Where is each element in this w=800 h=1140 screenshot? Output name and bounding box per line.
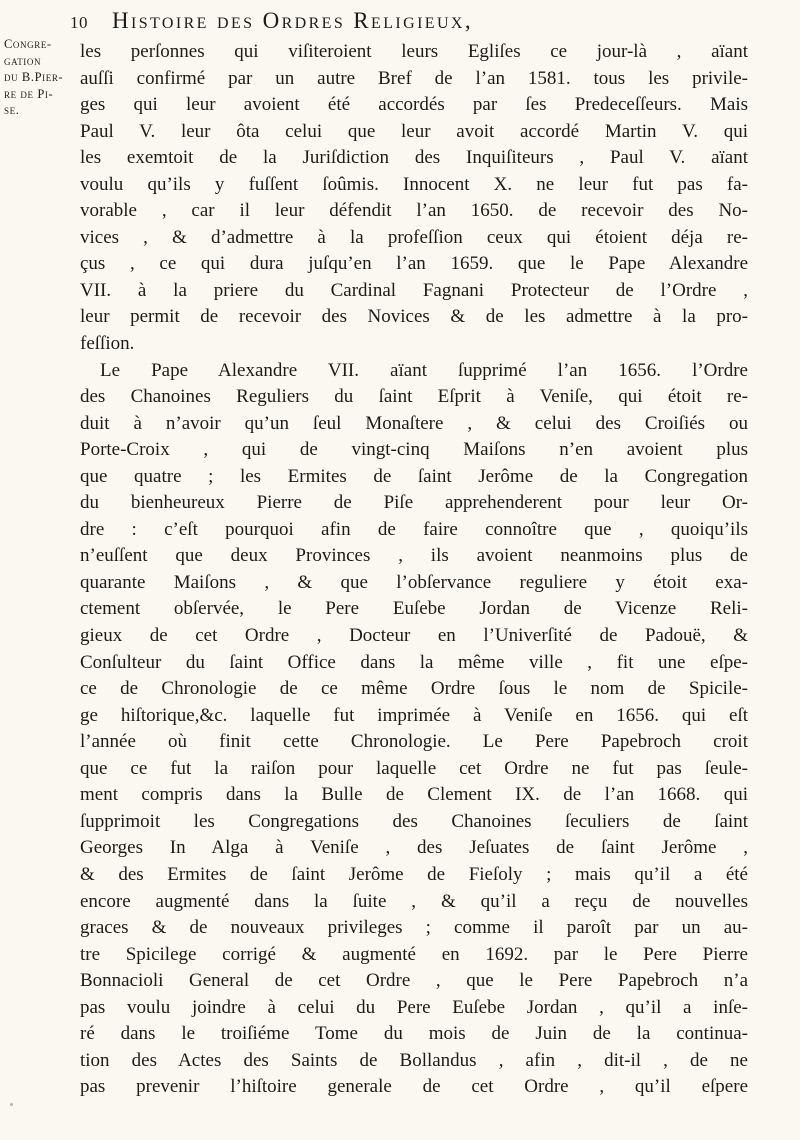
text-line: & des Ermites de ſaint Jerôme de Fieſoly ; mais qu’il a été: [80, 863, 748, 885]
text-line: les exemtoit de la Juriſdiction des Inquiſiteurs , Paul V. aïant: [80, 147, 748, 169]
text-line: dre : c’eſt pourquoi afin de faire connoître que , quoiqu’ils: [80, 518, 748, 540]
text-line: pas prevenir l’hiſtoire generale de cet Ordre , qu’il eſpere: [80, 1076, 748, 1098]
text-line: que ce fut la raiſon pour laquelle cet Ordre ne fut pas ſeule-: [80, 757, 748, 779]
text-line: ge hiſtorique,&c. laquelle fut imprimée à Veniſe en 1656. qui eſt: [80, 704, 748, 726]
text-line: Porte-Croix , qui de vingt-cinq Maiſons n’en avoient plus: [80, 439, 748, 461]
text-line: ſupprimoit les Congregations des Chanoines ſeculiers de ſaint: [80, 810, 748, 832]
text-line: gieux de cet Ordre , Docteur en l’Univerſité de Padouë, &: [80, 625, 748, 647]
text-line: du bienheureux Pierre de Piſe apprehenderent pour leur Or-: [80, 492, 748, 514]
page-number: 10: [70, 13, 88, 32]
text-line: Paul V. leur ôta celui que leur avoit accordé Martin V. qui: [80, 120, 748, 142]
text-line: les perſonnes qui viſiteroient leurs Egliſes ce jour-là , aïant: [80, 41, 748, 62]
margin-note-line: Congre-: [4, 37, 52, 51]
text-line: n’euſſent que deux Provinces , ils avoient neanmoins plus de: [80, 545, 748, 567]
margin-note-line: se.: [4, 103, 20, 117]
text-line: auſſi confirmé par un autre Bref de l’an 1581. tous les privile-: [80, 67, 748, 89]
text-line: leur permit de recevoir des Novices & de les admettre à la pro-: [80, 306, 748, 328]
paper-spot: [10, 1103, 13, 1106]
margin-note-line: du B.Pier-: [4, 70, 64, 84]
running-head: [70, 8, 730, 34]
text-line: l’année où finit cette Chronologie. Le Pere Papebroch croit: [80, 731, 748, 753]
text-line: Georges In Alga à Veniſe , des Jeſuates de ſaint Jerôme ,: [80, 837, 748, 859]
margin-note: [4, 36, 74, 119]
text-line: feſſion.: [80, 333, 135, 355]
text-line: VII. à la priere du Cardinal Fagnani Protecteur de l’Ordre ,: [80, 279, 748, 301]
text-line: tre Spicilege corrigé & augmenté en 1692. par le Pere Pierre: [80, 943, 748, 965]
text-line: ges qui leur avoient été accordés par ſes Predeceſſeurs. Mais: [80, 94, 748, 116]
margin-note-line: re de Pi-: [4, 86, 54, 101]
text-line: que quatre ; les Ermites de ſaint Jerôme de la Congregation: [80, 465, 748, 487]
text-line: vices , & d’admettre à la profeſſion ceux qui étoient déja re-: [80, 226, 748, 248]
text-line: Bonnacioli General de cet Ordre , que le Pere Papebroch n’a: [80, 970, 748, 992]
text-line: ment compris dans la Bulle de Clement IX. de l’an 1668. qui: [80, 784, 748, 806]
text-line: voulu qu’ils y fuſſent ſoûmis. Innocent X. ne leur fut pas fa-: [80, 173, 748, 195]
text-line: Le Pape Alexandre VII. aïant ſupprimé l’an 1656. l’Ordre: [100, 359, 748, 381]
margin-note-line: gation: [4, 53, 42, 68]
text-line: graces & de nouveaux privileges ; comme il paroît par un au-: [80, 917, 748, 939]
text-line: quarante Maiſons , & que l’obſervance reguliere y étoit exa-: [80, 571, 748, 593]
text-line: Conſulteur du ſaint Office dans la même ville , fit une eſpe-: [80, 651, 748, 673]
text-line: vorable , car il leur défendit l’an 1650. de recevoir des No-: [80, 200, 748, 222]
text-line: çus , ce qui dura juſqu’en l’an 1659. que le Pape Alexandre: [80, 253, 748, 275]
text-line: ré dans le troiſiéme Tome du mois de Juin de la continua-: [80, 1023, 748, 1045]
text-line: encore augmenté dans la ſuite , & qu’il a reçu de nouvelles: [80, 890, 748, 912]
text-line: ce de Chronologie de ce même Ordre ſous le nom de Spicile-: [80, 678, 748, 700]
text-line: des Chanoines Reguliers du ſaint Eſprit à Veniſe, qui étoit re-: [80, 386, 748, 408]
text-line: duit à n’avoir qu’un ſeul Monaſtere , & celui des Croiſiés ou: [80, 412, 748, 434]
body-text: [80, 39, 748, 1101]
text-line: ctement obſervée, le Pere Euſebe Jordan de Vicenze Reli-: [80, 598, 748, 620]
text-line: pas voulu joindre à celui du Pere Euſebe Jordan , qu’il a inſe-: [80, 996, 748, 1018]
running-title: Histoire des Ordres Religieux,: [112, 8, 474, 33]
text-line: tion des Actes des Saints de Bollandus , afin , dit-il , de ne: [80, 1049, 748, 1071]
